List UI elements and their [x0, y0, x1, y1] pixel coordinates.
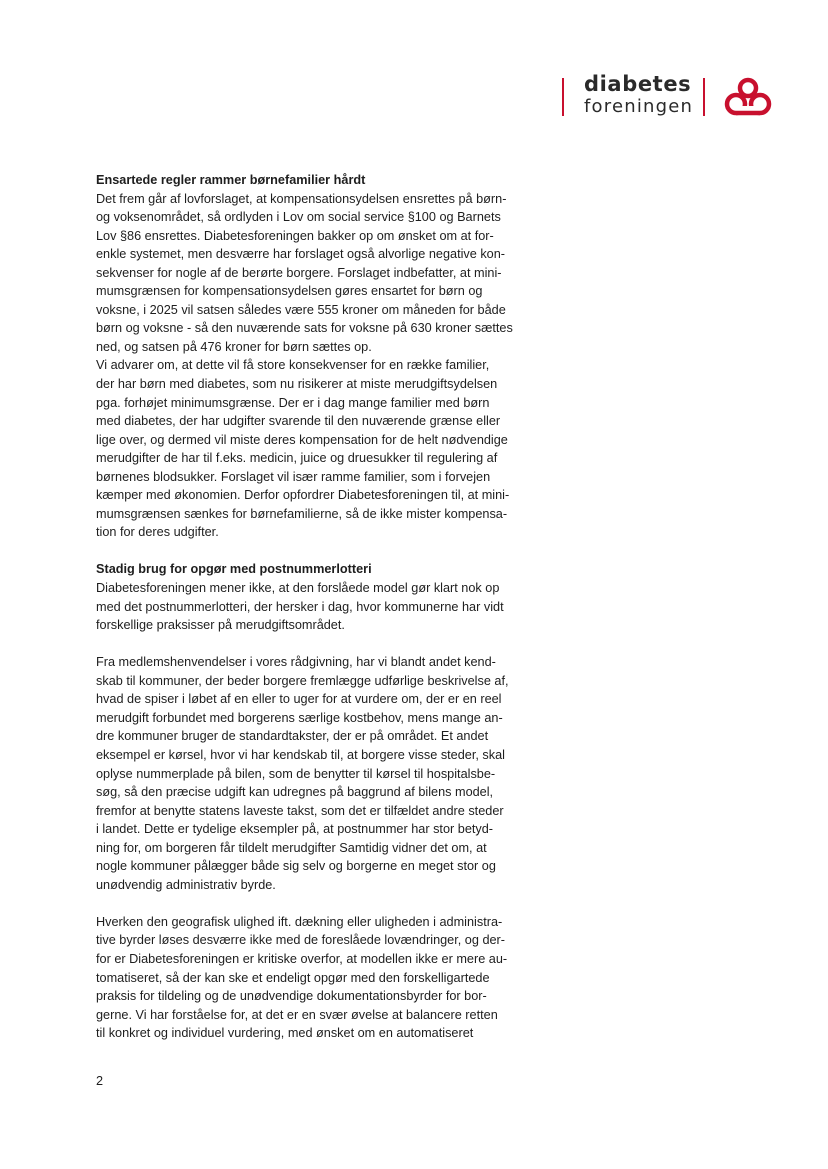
body-text-line: hvad de spiser i løbet af en eller to uger for at vurdere om, der er en reel [96, 692, 502, 707]
section-heading: Stadig brug for opgør med postnummerlotteri [96, 562, 372, 577]
body-text-line: praksis for tildeling og de unødvendige dokumentationsbyrder for bor- [96, 989, 487, 1004]
body-text-line: børn og voksne - så den nuværende sats for voksne på 630 kroner sættes [96, 321, 513, 336]
body-text-line: tive byrder løses desværre ikke med de foreslåede lovændringer, og der- [96, 933, 506, 948]
body-text-line: tion for deres udgifter. [96, 525, 219, 540]
logo-divider-left [562, 78, 564, 116]
body-text-line: Det frem går af lovforslaget, at kompensationsydelsen ensrettes på børn- [96, 191, 507, 206]
body-text-line: ned, og satsen på 476 kroner for børn sættes op. [96, 339, 372, 354]
body-text-line: til konkret og individuel vurdering, med ønsket om en automatiseret [96, 1026, 474, 1041]
paragraph-spacer [96, 894, 536, 913]
body-text-line: Diabetesforeningen mener ikke, at den forslåede model gør klart nok op [96, 581, 500, 596]
paragraph-spacer [96, 542, 536, 561]
body-text-line: pga. forhøjet minimumsgrænse. Der er i dag mange familier med børn [96, 395, 490, 410]
body-text-line: og voksenområdet, så ordlyden i Lov om social service §100 og Barnets [96, 210, 501, 225]
body-text-line: Lov §86 ensrettes. Diabetesforeningen bakker op om ønsket om at for- [96, 228, 494, 243]
document-body [96, 171, 536, 1043]
body-text-line: dre kommuner bruger de standardtakster, der er på området. Et andet [96, 729, 489, 744]
body-text-line: enkle systemet, men desværre har forslaget også alvorlige negative kon- [96, 247, 506, 262]
body-text-line: eksempel er kørsel, hvor vi har kendskab til, at borgere visse steder, skal [96, 747, 505, 762]
body-text-line: unødvendig administrativ byrde. [96, 877, 276, 892]
body-text-line: med det postnummerlotteri, der hersker i dag, hvor kommunerne har vidt [96, 599, 504, 614]
body-text-line: Vi advarer om, at dette vil få store konsekvenser for en række familier, [96, 358, 490, 373]
body-text-line: søg, så den præcise udgift kan udregnes på baggrund af bilens model, [96, 785, 494, 800]
body-text-line: merudgift forbundet med borgerens særlige kostbehov, mens mange an- [96, 710, 503, 725]
body-text-line: oplyse nummerplade på bilen, som de benytter til kørsel til hospitalsbe- [96, 766, 496, 781]
body-text-line: mumsgrænsen sænkes for børnefamilierne, så de ikke mister kompensa- [96, 506, 508, 521]
body-text-line: forskellige praksisser på merudgiftsområdet. [96, 618, 345, 633]
body-text-line: lige over, og dermed vil miste deres kompensation for de helt nødvendige [96, 432, 508, 447]
body-text-line: mumsgrænsen for kompensationsydelsen gøres ensartet for børn og [96, 284, 483, 299]
body-text-line: kæmper med økonomien. Derfor opfordrer Diabetesforeningen til, at mini- [96, 488, 510, 503]
body-text-line: for er Diabetesforeningen er kritiske overfor, at modellen ikke er mere au- [96, 951, 508, 966]
paragraph-spacer [96, 635, 536, 654]
section-heading: Ensartede regler rammer børnefamilier hårdt [96, 173, 366, 187]
logo-divider-right [703, 78, 705, 116]
body-text-line: Hverken den geografisk ulighed ift. dækning eller uligheden i administra- [96, 914, 503, 929]
body-text-line: med diabetes, der har udgifter svarende til den nuværende grænse eller [96, 414, 501, 429]
page-number: 2 [96, 1074, 104, 1088]
body-text-line: der har børn med diabetes, som nu risikerer at miste merudgiftsydelsen [96, 377, 498, 392]
body-text-line: børnenes blodsukker. Forslaget vil især ramme familier, som i forvejen [96, 469, 491, 484]
body-text-line: nogle kommuner pålægger både sig selv og borgerne en meget stor og [96, 859, 496, 874]
body-text-line: i landet. Dette er tydelige eksempler på, at postnummer har stor betyd- [96, 822, 494, 837]
body-text-line: sekvenser for nogle af de berørte borgere. Forslaget indbefatter, at mini- [96, 265, 502, 280]
body-text-line: tomatiseret, så der kan ske et endeligt opgør med den forskelligartede [96, 970, 490, 985]
heart-logo-icon [722, 76, 774, 120]
body-text-line: merudgifter de har til f.eks. medicin, juice og druesukker til regulering af [96, 451, 498, 466]
body-text-line: Fra medlemshenvendelser i vores rådgivning, har vi blandt andet kend- [96, 655, 496, 670]
logo-word-foreningen: foreningen [584, 96, 694, 117]
body-text-line: gerne. Vi har forståelse for, at det er en svær øvelse at balancere retten [96, 1007, 498, 1022]
body-text-line: fremfor at benytte statens laveste takst, som det er tilfældet andre steder [96, 803, 504, 818]
logo-word-diabetes: diabetes [584, 72, 692, 96]
body-text-line: skab til kommuner, der beder borgere fremlægge udførlige beskrivelse af, [96, 673, 509, 688]
body-text-line: ning for, om borgeren får tildelt merudgifter Samtidig vidner det om, at [96, 840, 487, 855]
body-text-line: voksne, i 2025 vil satsen således være 555 kroner om måneden for både [96, 302, 506, 317]
diabetesforeningen-logo [562, 74, 772, 122]
